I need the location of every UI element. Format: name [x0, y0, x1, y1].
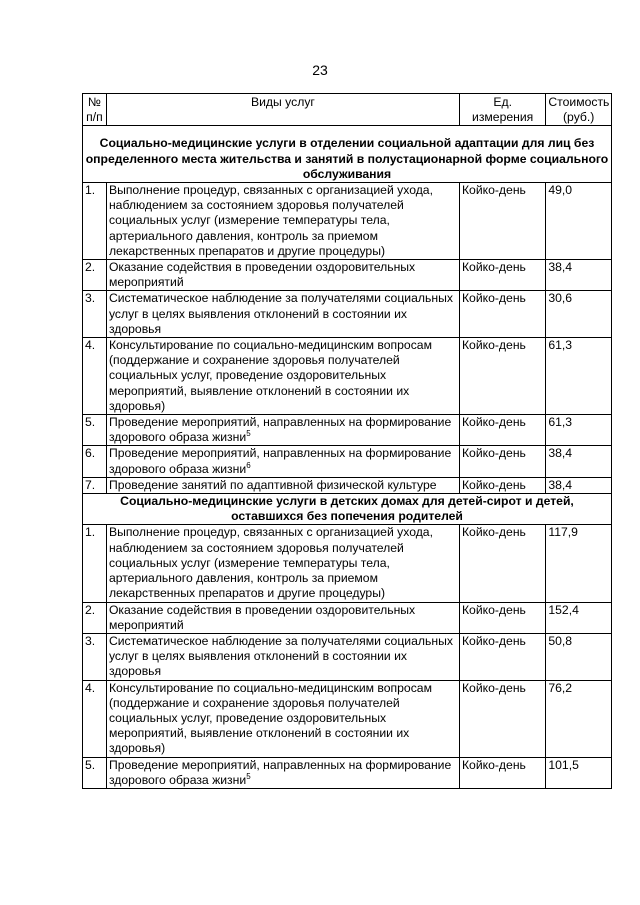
row-number: 2. — [83, 602, 107, 633]
service-name-cell — [106, 291, 459, 338]
service-name-cell — [106, 633, 459, 680]
service-name-cell — [106, 602, 459, 633]
table-row — [83, 183, 612, 260]
service-name: Проведение мероприятий, направленных на формирование здорового образа жизни — [108, 415, 452, 445]
table-row — [83, 291, 612, 338]
row-number: 4. — [83, 338, 107, 415]
unit-of-measure: Койко-день — [459, 602, 545, 633]
service-cost: 30,6 — [546, 291, 612, 338]
service-cost: 101,5 — [546, 757, 612, 788]
service-name: Проведение занятий по адаптивной физической культуре — [108, 477, 437, 492]
unit-of-measure: Койко-день — [459, 633, 545, 680]
table-row — [83, 477, 612, 493]
table-header-row — [83, 94, 612, 126]
service-cost: 61,3 — [546, 415, 612, 446]
services-table — [82, 93, 612, 789]
row-number: 3. — [83, 633, 107, 680]
service-cost: 38,4 — [546, 446, 612, 477]
unit-of-measure: Койко-день — [459, 291, 545, 338]
row-number: 2. — [83, 260, 107, 291]
table-row — [83, 633, 612, 680]
service-name: Проведение мероприятий, направленных на формирование здорового образа жизни — [108, 446, 452, 476]
unit-of-measure: Койко-день — [459, 680, 545, 757]
service-name-cell — [106, 183, 459, 260]
table-row — [83, 602, 612, 633]
service-cost: 50,8 — [546, 633, 612, 680]
section-title: Социально-медицинские услуги в детских домах для детей-сирот и детей, оставшихся без попечения родителей — [83, 494, 612, 525]
row-number: 1. — [83, 525, 107, 602]
table-row — [83, 525, 612, 602]
service-name: Систематическое наблюдение за получателями социальных услуг в целях выявления отклонений в состоянии их здоровья — [108, 633, 453, 679]
service-name: Консультирование по социально-медицинским вопросам (поддержание и сохранение здоровья получателей социальных услуг, проведение оздоровительных мероприятий, выявление отклонений в состоянии их здоровья) — [108, 338, 432, 413]
service-cost: 152,4 — [546, 602, 612, 633]
service-name: Консультирование по социально-медицинским вопросам (поддержание и сохранение здоровья получателей социальных услуг, проведение оздоровительных мероприятий, выявление отклонений в состоянии их здоровья) — [108, 680, 432, 756]
service-name-cell — [106, 477, 459, 493]
service-cost: 49,0 — [546, 183, 612, 260]
service-name: Систематическое наблюдение за получателями социальных услуг в целях выявления отклонений в состоянии их здоровья — [108, 291, 453, 336]
service-name: Проведение мероприятий, направленных на формирование здорового образа жизни — [108, 757, 452, 787]
service-name-cell — [106, 260, 459, 291]
row-number: 4. — [83, 680, 107, 757]
row-number: 5. — [83, 757, 107, 788]
table-row — [83, 415, 612, 446]
unit-of-measure: Койко-день — [459, 338, 545, 415]
footnote-marker: 5 — [246, 429, 251, 439]
section-title: Социально-медицинские услуги в отделении социальной адаптации для лиц без определенного места жительства и занятий в полустационарной форме социального обслуживания — [83, 126, 612, 183]
section-header-row — [83, 126, 612, 183]
header-unit: Ед. измерения — [459, 94, 545, 126]
service-name: Выполнение процедур, связанных с организацией ухода, наблюдением за состоянием здоровья получателей социальных услуг (измерение температуры тела, артериального давления, контроль за приемом лекарственных препаратов и другие процедуры) — [108, 183, 433, 258]
table-row — [83, 680, 612, 757]
section-header-row — [83, 494, 612, 525]
service-name-cell — [106, 525, 459, 602]
table-body — [83, 126, 612, 789]
row-number: 6. — [83, 446, 107, 477]
unit-of-measure: Койко-день — [459, 446, 545, 477]
table-row — [83, 757, 612, 788]
service-name-cell — [106, 415, 459, 446]
unit-of-measure: Койко-день — [459, 183, 545, 260]
table-row — [83, 260, 612, 291]
service-cost: 117,9 — [546, 525, 612, 602]
row-number: 5. — [83, 415, 107, 446]
service-name-cell — [106, 338, 459, 415]
page-number: 23 — [312, 62, 328, 78]
unit-of-measure: Койко-день — [459, 415, 545, 446]
header-name: Виды услуг — [106, 94, 459, 126]
table-row — [83, 338, 612, 415]
row-number: 7. — [83, 477, 107, 493]
row-number: 1. — [83, 183, 107, 260]
footnote-marker: 6 — [246, 460, 251, 470]
service-name-cell — [106, 757, 459, 788]
unit-of-measure: Койко-день — [459, 477, 545, 493]
service-cost: 61,3 — [546, 338, 612, 415]
header-cost: Стоимость (руб.) — [546, 94, 612, 126]
service-name: Оказание содействия в проведении оздоровительных мероприятий — [108, 602, 416, 632]
row-number: 3. — [83, 291, 107, 338]
service-name: Оказание содействия в проведении оздоровительных мероприятий — [108, 260, 416, 290]
unit-of-measure: Койко-день — [459, 757, 545, 788]
unit-of-measure: Койко-день — [459, 260, 545, 291]
service-name: Выполнение процедур, связанных с организацией ухода, наблюдением за состоянием здоровья получателей социальных услуг (измерение температуры тела, артериального давления, контроль за приемом лекарственных препаратов и другие процедуры) — [108, 525, 433, 601]
header-num: № п/п — [83, 94, 107, 126]
footnote-marker: 5 — [246, 771, 251, 781]
service-cost: 38,4 — [546, 260, 612, 291]
service-cost: 38,4 — [546, 477, 612, 493]
table-row — [83, 446, 612, 477]
service-cost: 76,2 — [546, 680, 612, 757]
service-name-cell — [106, 446, 459, 477]
unit-of-measure: Койко-день — [459, 525, 545, 602]
service-name-cell — [106, 680, 459, 757]
